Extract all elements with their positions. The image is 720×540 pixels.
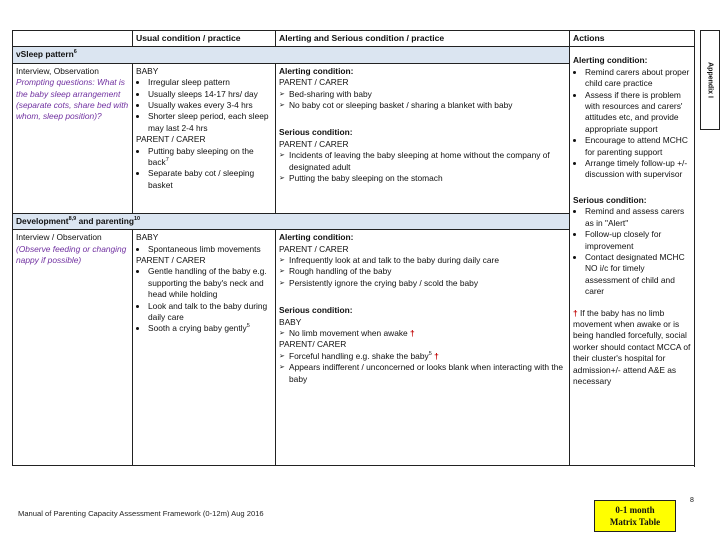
list-item: ➢ Infrequently look at and talk to the baby during daily care: [289, 255, 566, 266]
sleep-usual-carer-list: [136, 146, 272, 192]
actions-alert-list: [573, 67, 691, 181]
list-item: • Arrange timely follow-up +/- discussion with supervisor: [585, 158, 691, 181]
header-row: [13, 31, 695, 47]
list-item: • Remind and assess carers as in "Alert": [585, 206, 691, 229]
dev-usual-cell: [133, 230, 276, 466]
dev-alert-list: [279, 255, 566, 289]
footer-text: Manual of Parenting Capacity Assessment Framework (0-12m) Aug 2016: [18, 509, 264, 518]
sleep-usual-baby-list: [136, 77, 272, 134]
header-usual: Usual condition / practice: [133, 31, 276, 47]
list-item: • Spontaneous limb movements: [148, 244, 272, 255]
sleep-prompt: Prompting questions: What is the baby sleep arrangement (separate cots, share bed with whom, sleep position)?: [16, 77, 129, 122]
dev-usual-carer-list: [136, 266, 272, 334]
list-item: ➢ No baby cot or sleeping basket / sharing a blanket with baby: [289, 100, 566, 111]
list-item: • Contact designated MCHC NO i/c for timely assessment of child and carer: [585, 252, 691, 298]
header-actions: Actions: [570, 31, 695, 47]
dagger-icon: †: [434, 350, 439, 361]
list-item: ➢ Bed-sharing with baby: [289, 89, 566, 100]
dev-usual-baby-list: [136, 244, 272, 255]
sleep-alert-cell: [276, 63, 570, 213]
dev-serious-carer-list: [279, 351, 566, 385]
actions-serious-list: [573, 206, 691, 297]
list-item: • Encourage to attend MCHC for parenting support: [585, 135, 691, 158]
actions-note: † If the baby has no limb movement when awake or is being handled forcefully, social worker should contact MCCA of their cluster's hospital for admission+/- attend A&E as necessary: [573, 307, 691, 386]
list-item: • Assess if there is problem with resources and carers' attitudes etc, and provide appropriate support: [585, 90, 691, 136]
sleep-serious-carer-label: PARENT / CARER: [279, 138, 349, 149]
list-item: ➢ No limb movement when awake †: [289, 328, 566, 339]
list-item: ➢ Appears indifferent / unconcerned or looks blank when interacting with the baby: [289, 362, 566, 385]
dev-serious-carer-label: PARENT/ CARER: [279, 339, 347, 350]
dev-usual-carer-label: PARENT / CARER: [136, 255, 206, 266]
sleep-method-cell: [13, 63, 133, 213]
dev-alert-cell: [276, 230, 570, 466]
section-sleep-title: vSleep pattern$^6$: [13, 47, 570, 63]
section-sleep-band: [13, 47, 695, 63]
assessment-matrix-table: [12, 30, 695, 466]
sleep-usual-baby-label: BABY: [136, 65, 159, 76]
appendix-side-label: Appendix I: [700, 30, 720, 130]
sleep-serious-heading: Serious condition:: [279, 127, 353, 138]
sleep-usual-carer-label: PARENT / CARER: [136, 134, 206, 145]
list-item: ➢ Putting the baby sleeping on the stomach: [289, 173, 566, 184]
sleep-alert-list: [279, 89, 566, 112]
list-item: • Remind carers about proper child care practice: [585, 67, 691, 90]
list-item: ➢ Forceful handling e.g. shake the baby$^5$ †: [289, 351, 566, 362]
list-item: • Sooth a crying baby gently$^5$: [148, 323, 272, 334]
list-item: • Separate baby cot / sleeping basket: [148, 168, 272, 191]
dev-method-cell: [13, 230, 133, 466]
actions-serious-heading: Serious condition:: [573, 194, 647, 205]
dev-alert-heading: Alerting condition:: [279, 232, 354, 243]
sleep-serious-list: [279, 150, 566, 184]
dev-serious-baby-label: BABY: [279, 316, 302, 327]
list-item: • Usually sleeps 14-17 hrs/ day: [148, 89, 272, 100]
dev-alert-carer-label: PARENT / CARER: [279, 243, 349, 254]
dev-prompt: (Observe feeding or changing nappy if possible): [16, 243, 127, 266]
dev-method-heading: Interview / Observation: [16, 232, 102, 243]
actions-alert-heading: Alerting condition:: [573, 55, 648, 66]
list-item: • Irregular sleep pattern: [148, 77, 272, 88]
page-number: 8: [690, 497, 694, 504]
actions-cell: [570, 47, 695, 466]
header-blank: [13, 31, 133, 47]
sleep-usual-cell: [133, 63, 276, 213]
list-item: • Gentle handling of the baby e.g. supporting the baby's neck and head while holding: [148, 266, 272, 300]
list-item: • Shorter sleep period, each sleep may last 2-4 hrs: [148, 111, 272, 134]
list-item: • Look and talk to the baby during daily care: [148, 301, 272, 324]
sleep-method-heading: Interview, Observation: [16, 65, 99, 76]
list-item: ➢ Incidents of leaving the baby sleeping at home without the company of designated adult: [289, 150, 566, 173]
header-alerting: Alerting and Serious condition / practice: [276, 31, 570, 47]
dagger-icon: †: [573, 307, 578, 318]
sleep-alert-carer-label: PARENT / CARER: [279, 77, 349, 88]
matrix-table-label: 0-1 month Matrix Table: [594, 500, 676, 532]
list-item: ➢ Persistently ignore the crying baby / scold the baby: [289, 278, 566, 289]
list-item: • Putting baby sleeping on the back$^7$: [148, 146, 272, 169]
dev-serious-heading: Serious condition:: [279, 305, 353, 316]
dagger-icon: †: [410, 328, 415, 339]
list-item: • Follow-up closely for improvement: [585, 229, 691, 252]
dev-serious-baby-list: [279, 328, 566, 339]
sleep-alert-heading: Alerting condition:: [279, 65, 354, 76]
list-item: ➢ Rough handling of the baby: [289, 266, 566, 277]
section-development-title: Development$^{8,9}$ and parenting$^{10}$: [13, 213, 570, 229]
dev-usual-baby-label: BABY: [136, 232, 159, 243]
list-item: • Usually wakes every 3-4 hrs: [148, 100, 272, 111]
